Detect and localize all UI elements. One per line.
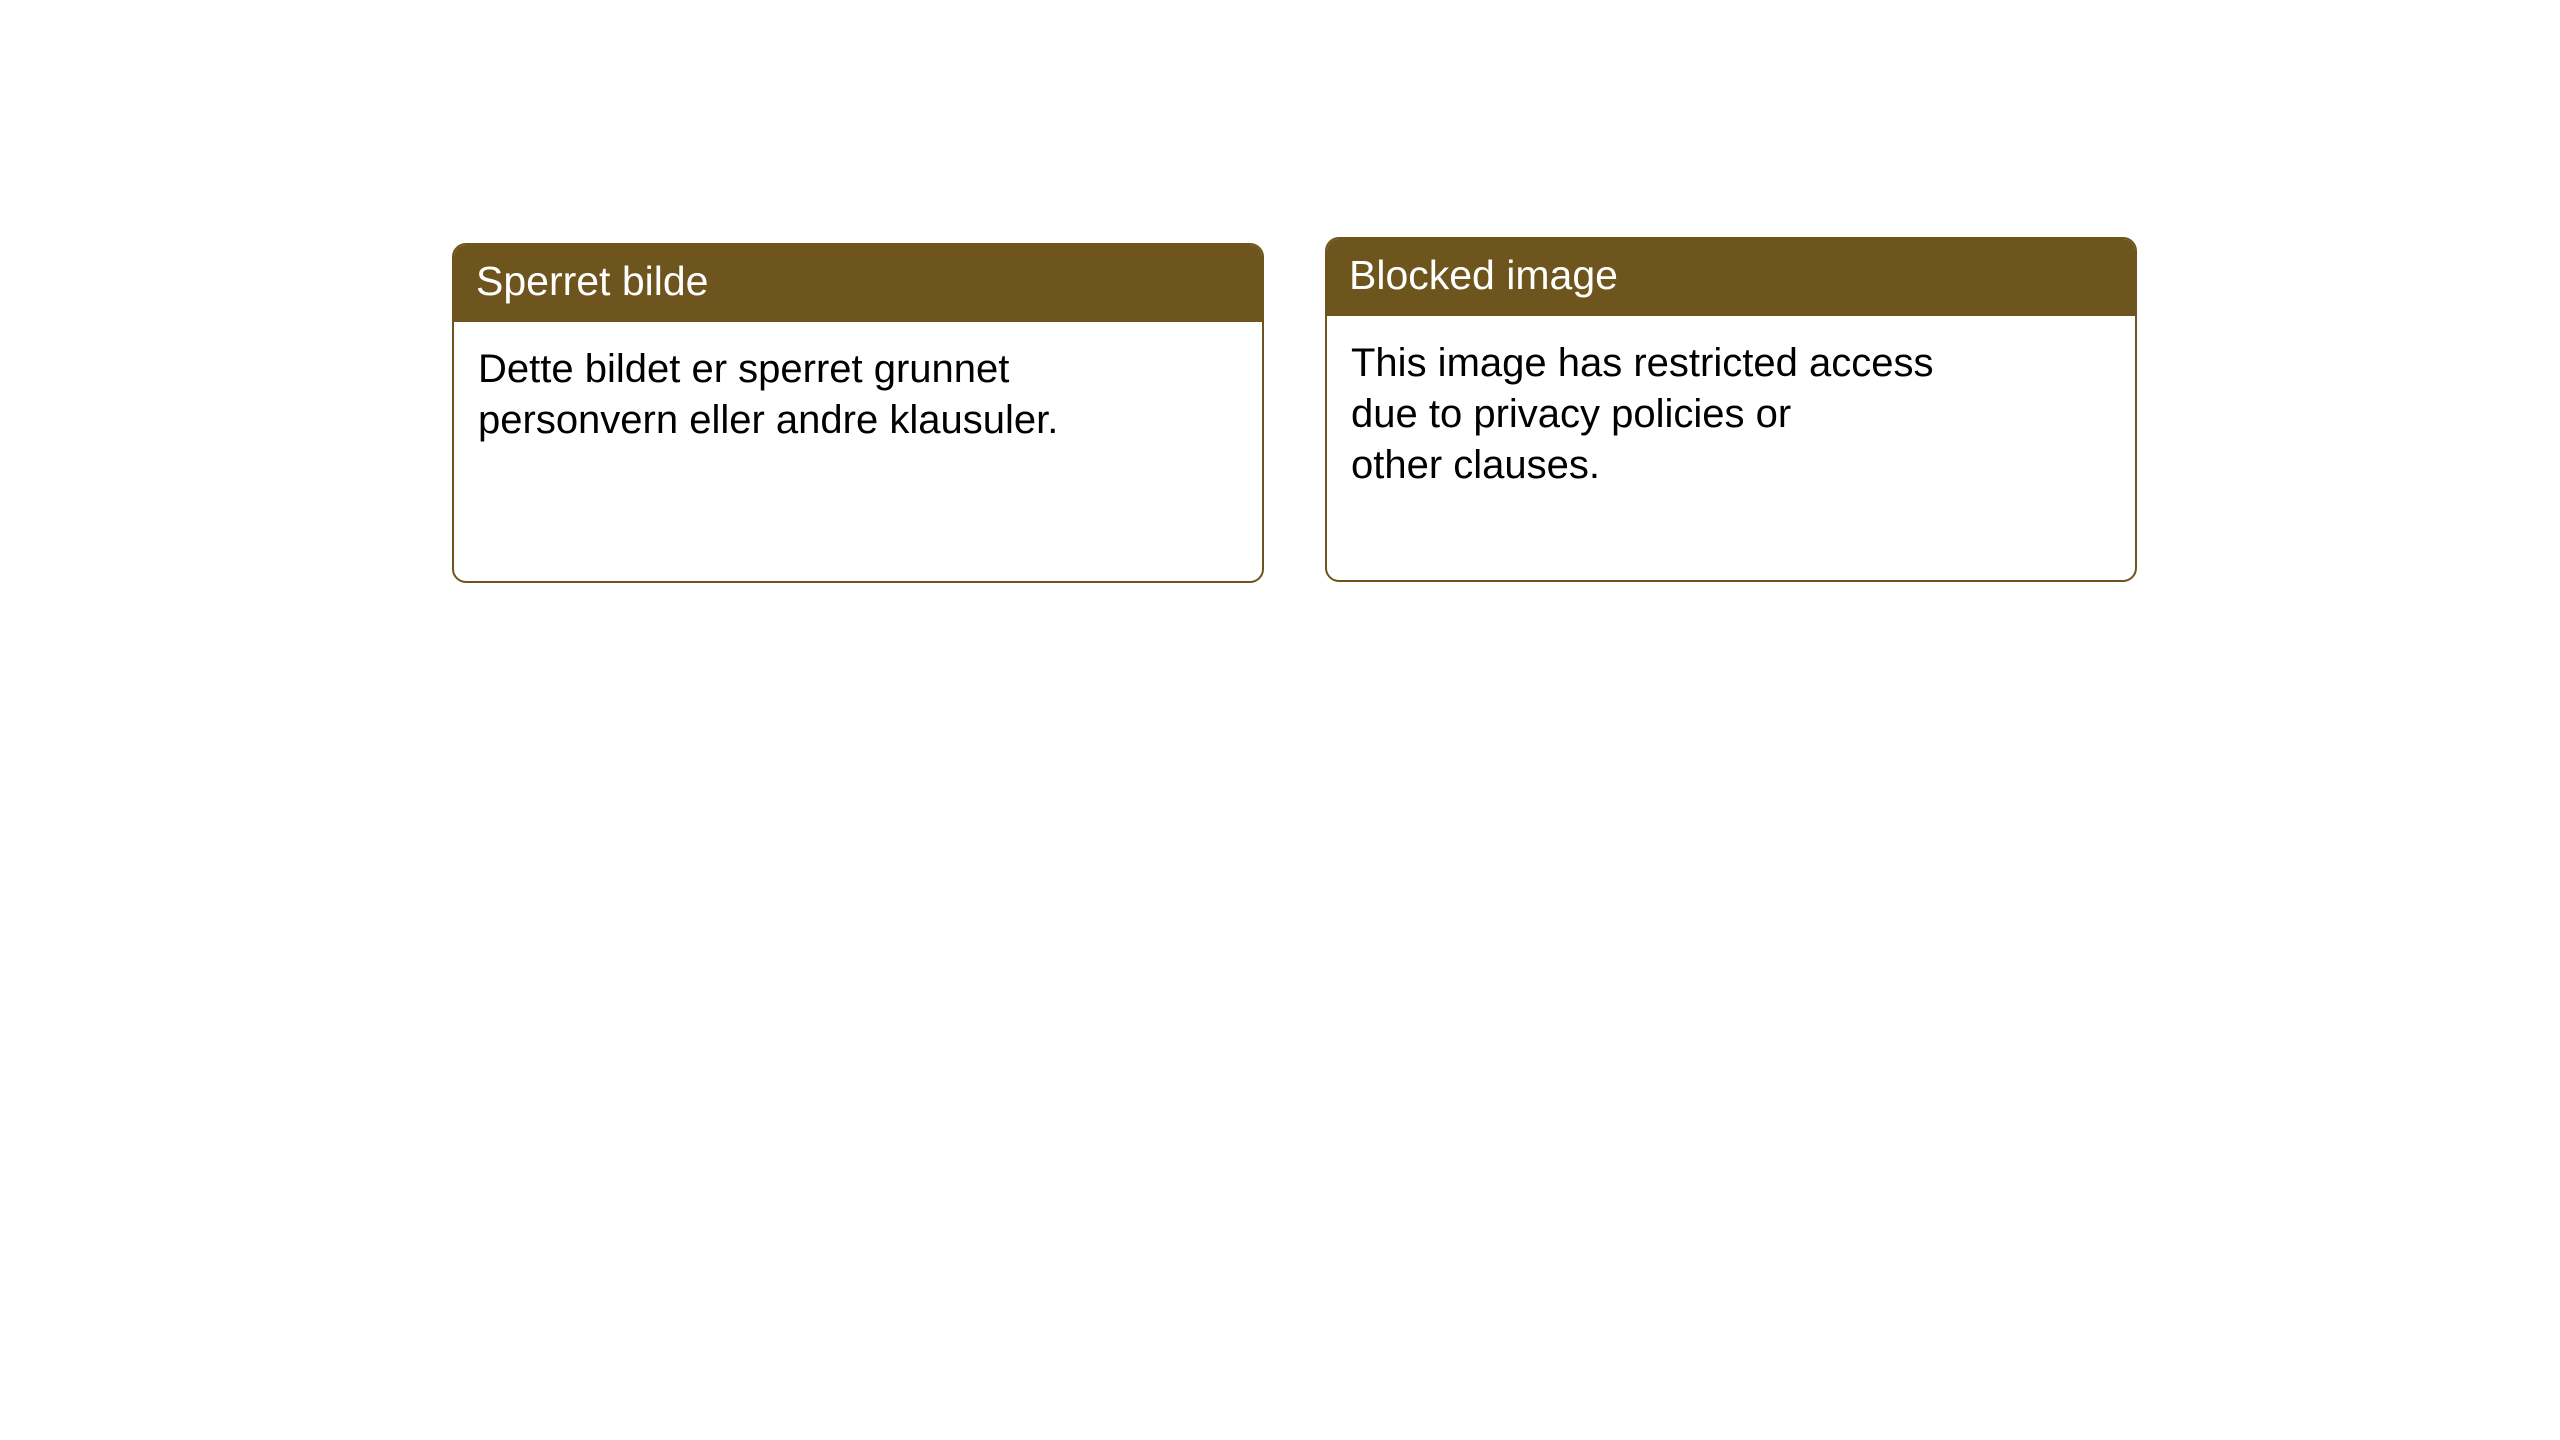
card-body-line: This image has restricted access <box>1351 341 1934 386</box>
blocked-image-notice-english <box>1325 237 2137 582</box>
card-title-norwegian: Sperret bilde <box>454 245 1262 322</box>
card-title-english: Blocked image <box>1327 239 2135 316</box>
card-body-line: due to privacy policies or <box>1351 392 1792 437</box>
card-body-line: Dette bildet er sperret grunnet <box>478 347 1010 392</box>
card-body-line: other clauses. <box>1351 443 1601 488</box>
blocked-image-notice-norwegian <box>452 243 1264 583</box>
card-body-line: personvern eller andre klausuler. <box>478 398 1059 443</box>
card-body-english <box>1327 316 2135 516</box>
card-body-norwegian <box>454 322 1262 470</box>
